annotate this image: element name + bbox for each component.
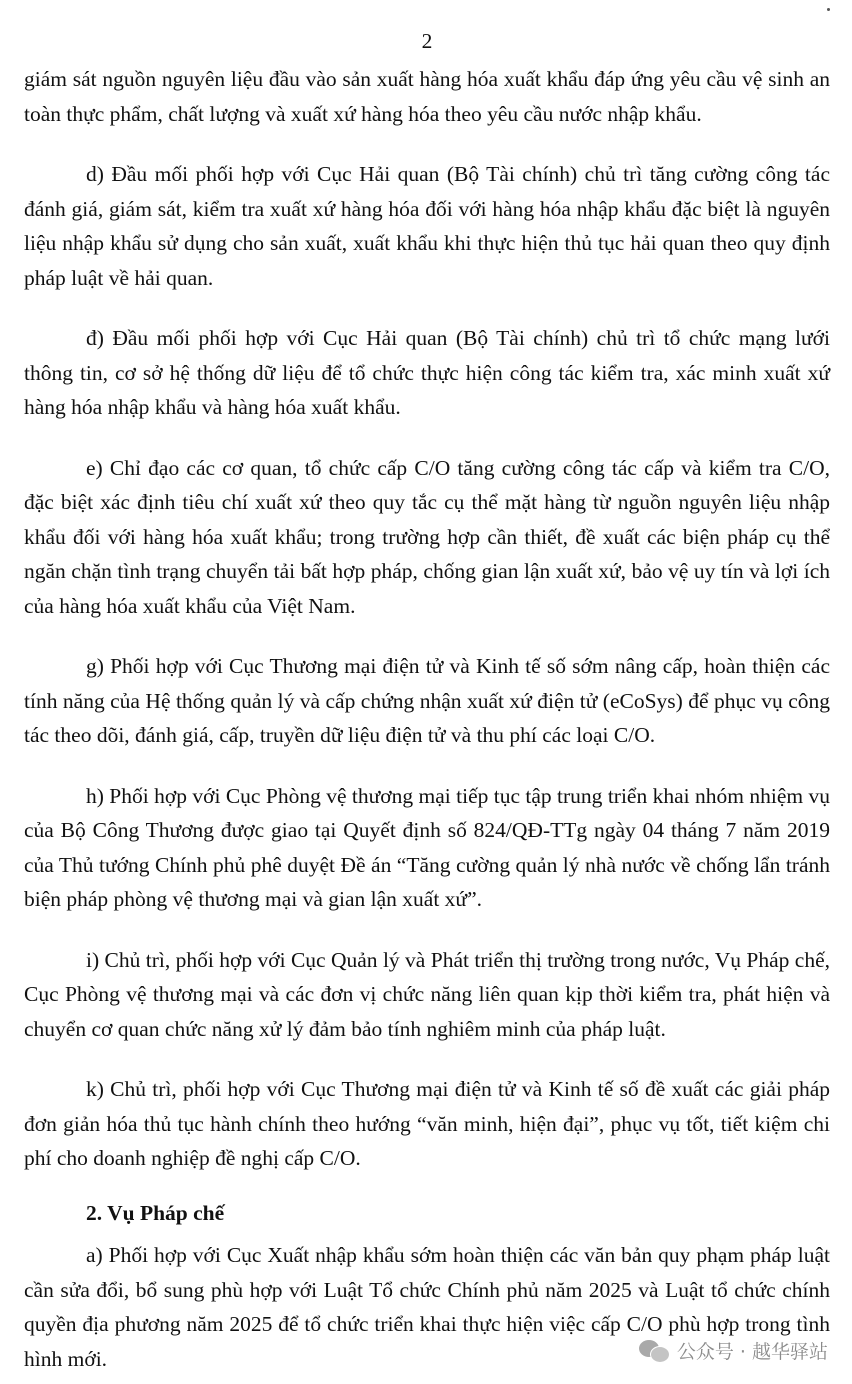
paragraph-i: i) Chủ trì, phối hợp với Cục Quản lý và Phát triển thị trường trong nước, Vụ Pháp chế, Cục Phòng vệ thương mại và các đơn vị chức năng liên quan kịp thời kiểm tra, phát hiện và chuyển cơ quan chức năng xử lý đảm bảo tính nghiêm minh của pháp luật. bbox=[24, 947, 830, 1041]
paragraph-h: h) Phối hợp với Cục Phòng vệ thương mại tiếp tục tập trung triển khai nhóm nhiệm vụ của Bộ Công Thương được giao tại Quyết định số 824/QĐ-TTg ngày 04 tháng 7 năm 2019 của Thủ tướng Chính phủ phê duyệt Đề án “Tăng cường quản lý nhà nước về chống lẩn tránh biện pháp phòng vệ thương mại và gian lận xuất xứ”. bbox=[24, 783, 830, 911]
wechat-icon bbox=[639, 1338, 669, 1364]
page-number: 2 bbox=[421, 29, 433, 53]
paragraph-intro: giám sát nguồn nguyên liệu đầu vào sản xuất hàng hóa xuất khẩu đáp ứng yêu cầu vệ sinh an toàn thực phẩm, chất lượng và xuất xứ hàng hóa theo yêu cầu nước nhập khẩu. bbox=[24, 67, 830, 126]
scan-mark bbox=[827, 8, 830, 11]
paragraph-g: g) Phối hợp với Cục Thương mại điện tử và Kinh tế số sớm nâng cấp, hoàn thiện các tính năng của Hệ thống quản lý và cấp chứng nhận xuất xứ điện tử (eCoSys) để phục vụ công tác theo dõi, đánh giá, cấp, truyền dữ liệu điện tử và thu phí các loại C/O. bbox=[24, 654, 830, 747]
watermark-text: 公众号 · 越华驿站 bbox=[676, 1341, 828, 1363]
paragraph-d: d) Đầu mối phối hợp với Cục Hải quan (Bộ Tài chính) chủ trì tăng cường công tác đánh giá, giám sát, kiểm tra xuất xứ hàng hóa đối với hàng hóa nhập khẩu đặc biệt là nguyên liệu nhập khẩu sử dụng cho sản xuất, xuất khẩu khi thực hiện thủ tục hải quan theo quy định pháp luật về hải quan. bbox=[24, 162, 830, 290]
paragraph-e: e) Chỉ đạo các cơ quan, tổ chức cấp C/O tăng cường công tác cấp và kiểm tra C/O, đặc biệt xác định tiêu chí xuất xứ theo quy tắc cụ thể mặt hàng từ nguồn nguyên liệu nhập khẩu đối với hàng hóa xuất khẩu; trong trường hợp cần thiết, đề xuất các biện pháp cụ thể ngăn chặn tình trạng chuyển tải bất hợp pháp, chống gian lận xuất xứ, bảo vệ uy tín và lợi ích của hàng hóa xuất khẩu của Việt Nam. bbox=[24, 455, 830, 618]
paragraph-k: k) Chủ trì, phối hợp với Cục Thương mại điện tử và Kinh tế số đề xuất các giải pháp đơn giản hóa thủ tục hành chính theo hướng “văn minh, hiện đại”, phục vụ tốt, tiết kiệm chi phí cho doanh nghiệp đề nghị cấp C/O. bbox=[24, 1077, 830, 1170]
paragraph-dd: đ) Đầu mối phối hợp với Cục Hải quan (Bộ Tài chính) chủ trì tổ chức mạng lưới thông tin, cơ sở hệ thống dữ liệu để tổ chức thực hiện công tác kiểm tra, xác minh xuất xứ hàng hóa nhập khẩu và hàng hóa xuất khẩu. bbox=[24, 326, 830, 419]
section-paragraph-a: a) Phối hợp với Cục Xuất nhập khẩu sớm hoàn thiện các văn bản quy phạm pháp luật cần sửa đổi, bổ sung phù hợp với Luật Tổ chức Chính phủ năm 2025 và Luật tổ chức chính quyền địa phương năm 2025 để tổ chức triển khai thực hiện việc cấp C/O phù hợp trong tình hình mới. bbox=[24, 1243, 830, 1371]
watermark bbox=[639, 1337, 828, 1364]
section-heading: 2. Vụ Pháp chế bbox=[86, 1200, 225, 1225]
